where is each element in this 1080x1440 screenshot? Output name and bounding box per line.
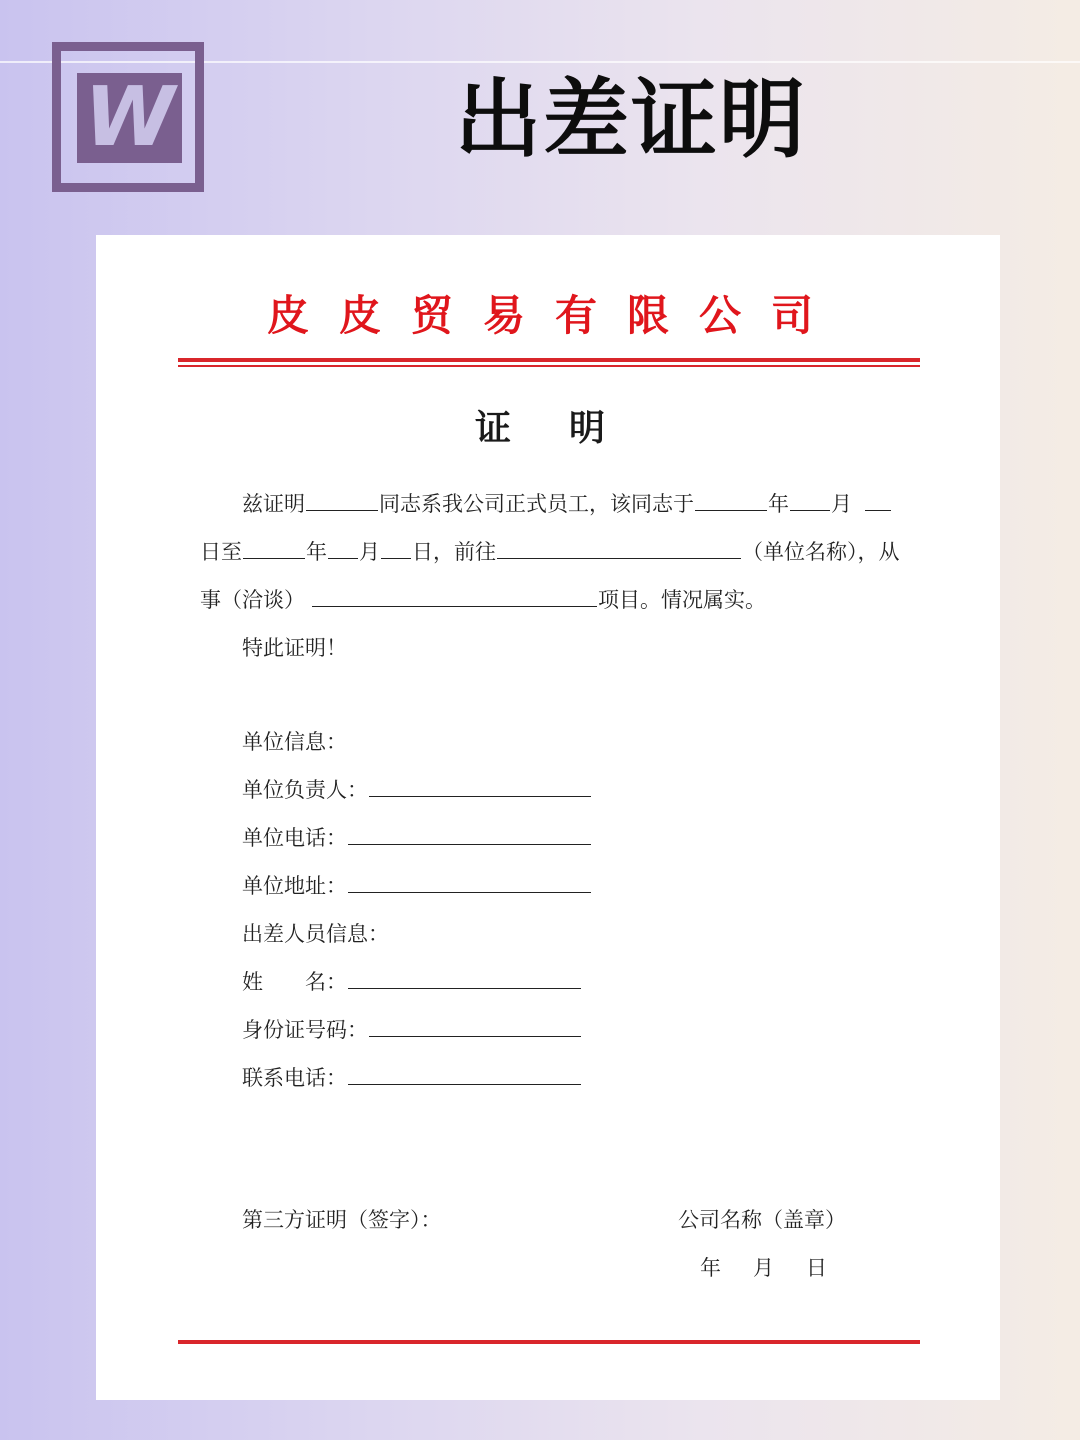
unit-info-heading: 单位信息： [242,730,347,754]
unit-address-label: 单位地址： [242,874,347,898]
unit-head-row [242,776,592,804]
footer-rule [178,1340,920,1344]
text-year: 年 [768,492,789,516]
date-month-label: 月 [753,1256,774,1280]
traveler-name-label-1: 姓 [242,970,263,994]
text-engaged-in: 事（洽谈） [200,588,305,612]
traveler-phone-label: 联系电话： [242,1066,347,1090]
traveler-phone-row [242,1064,582,1092]
text-employee-statement: 同志系我公司正式员工，该同志于 [379,492,694,516]
text-day-to: 日至 [200,540,242,564]
traveler-id-label: 身份证号码： [242,1018,368,1042]
third-party-signature-label: 第三方证明（签字）： [242,1208,442,1232]
blank-project[interactable] [312,588,597,607]
text-unit-name: （单位名称），从 [742,540,900,564]
company-name: 皮皮贸易有限公司 [266,291,843,340]
blank-start-day[interactable] [865,492,891,511]
word-logo-letter: W [77,73,182,163]
traveler-name-row [242,968,582,996]
word-logo-icon [52,42,204,192]
text-year-2: 年 [306,540,327,564]
text-project-true: 项目。情况属实。 [598,588,766,612]
unit-head-label: 单位负责人： [242,778,368,802]
closing-text: 特此证明！ [242,636,347,660]
traveler-id-field[interactable] [369,1018,581,1037]
unit-phone-label: 单位电话： [242,826,347,850]
unit-phone-row [242,824,592,852]
text-month-2: 月 [359,540,380,564]
title-char-1: 证 [474,408,511,449]
date-day-label: 日 [806,1256,827,1280]
title-char-2: 明 [569,408,606,449]
traveler-name-label-2: 名： [305,970,347,994]
text-certify: 兹证明 [242,492,305,516]
traveler-name-field[interactable] [348,970,581,989]
blank-start-year[interactable] [695,492,767,511]
blank-end-month[interactable] [328,540,358,559]
text-month: 月 [831,492,852,516]
traveler-id-row [242,1016,582,1044]
blank-destination-unit[interactable] [497,540,741,559]
paragraph-line-1 [242,490,892,518]
blank-end-day[interactable] [381,540,411,559]
blank-start-month[interactable] [790,492,830,511]
letterhead-rule-thick [178,358,920,362]
traveler-info-heading: 出差人员信息： [242,922,389,946]
document-title [0,400,1080,451]
blank-end-year[interactable] [243,540,305,559]
signature-date [700,1254,827,1282]
hero-title: 出差证明 [455,70,807,170]
unit-address-field[interactable] [348,874,591,893]
unit-phone-field[interactable] [348,826,591,845]
unit-address-row [242,872,592,900]
unit-head-field[interactable] [369,778,591,797]
text-day-go: 日，前往 [412,540,496,564]
date-year-label: 年 [700,1256,721,1280]
company-seal-label: 公司名称（盖章） [678,1208,846,1232]
paragraph-line-2 [200,538,900,566]
letterhead-rule-thin [178,365,920,367]
blank-employee-name[interactable] [306,492,378,511]
traveler-phone-field[interactable] [348,1066,581,1085]
paragraph-line-3 [200,586,766,614]
